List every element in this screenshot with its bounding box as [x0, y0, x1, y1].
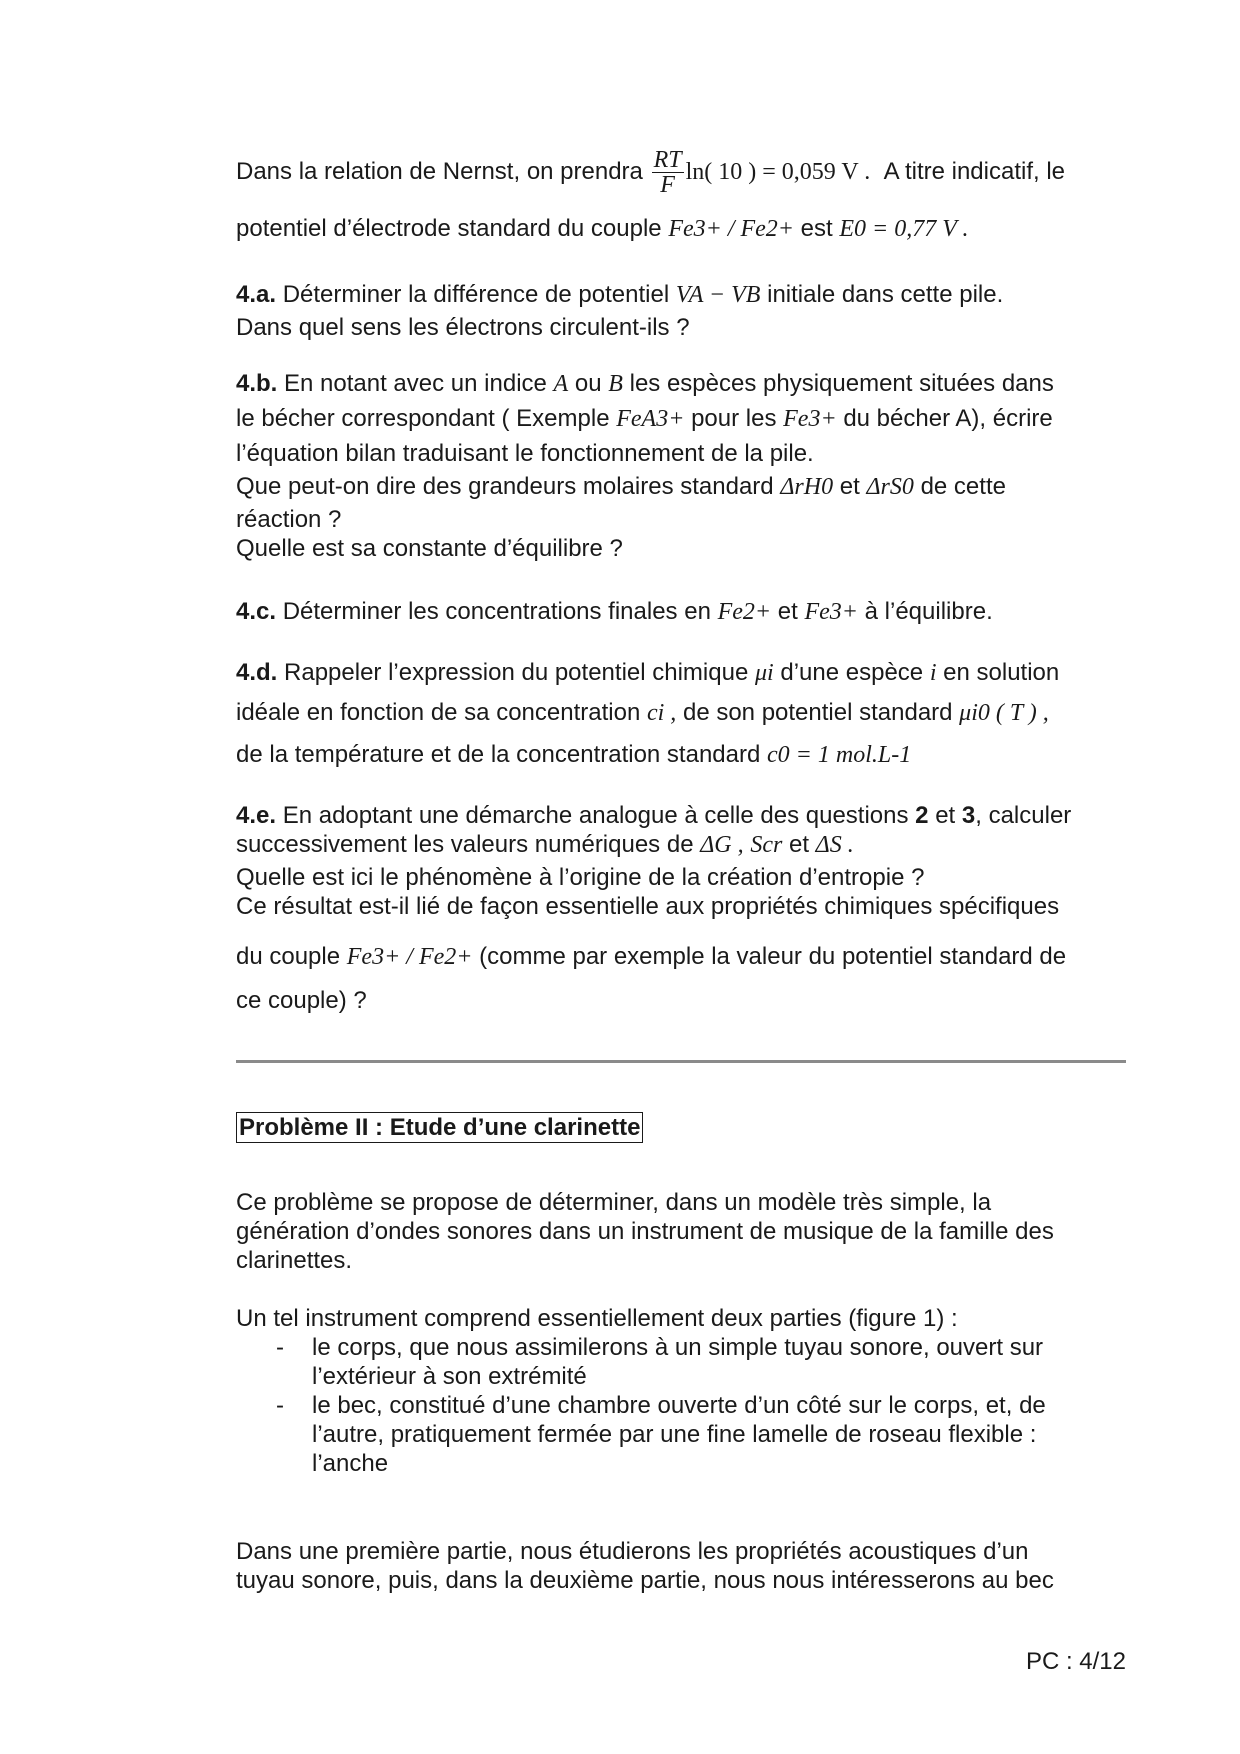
fe3-ion: Fe3+	[783, 406, 837, 432]
q4c-et: et	[777, 598, 798, 625]
q4d-line2-b: de son potentiel standard	[682, 699, 953, 726]
bullet2-line1: le bec, constitué d’une chambre ouverte d’un côté sur le corps, et, de	[312, 1392, 1046, 1419]
q4e-line-3: Quelle est ici le phénomène à l’origine de la création d’entropie ?	[236, 864, 925, 891]
delta-r-h0: ΔrH0	[780, 474, 834, 500]
p2-para3-line2: tuyau sonore, puis, dans la deuxième partie, nous nous intéresserons au bec	[236, 1567, 1054, 1594]
fe2-ion: Fe2+	[717, 599, 772, 625]
q4c-text1: Déterminer les concentrations finales en	[282, 598, 711, 625]
q4e-line2-a: successivement les valeurs numériques de	[236, 831, 694, 858]
index-b: B	[608, 371, 623, 397]
nernst-est: est	[800, 215, 833, 242]
q4e-line5-a: du couple	[236, 943, 341, 970]
bullet-dash: -	[276, 1392, 284, 1419]
q4a-line-1	[236, 280, 1003, 310]
section-separator	[236, 1060, 1126, 1063]
q4d-line1-a: Rappeler l’expression du potentiel chimique	[284, 659, 749, 686]
fraction-denominator: F	[660, 172, 675, 198]
q4b-line4-a: Que peut-on dire des grandeurs molaires standard	[236, 473, 774, 500]
q4e-line1-a: En adoptant une démarche analogue à celle des questions	[282, 802, 909, 829]
q4b-line-6: Quelle est sa constante d’équilibre ?	[236, 535, 623, 562]
nernst-line2-text: potentiel d’électrode standard du couple	[236, 215, 662, 242]
q4d-line-1	[236, 658, 1059, 688]
q4b-line-2	[236, 404, 1053, 434]
q4c-line-1	[236, 597, 993, 627]
bullet2-line2: l’autre, pratiquement fermée par une fine lamelle de roseau flexible :	[312, 1421, 1037, 1448]
problem-ii-title: Problème II : Etude d’une clarinette	[236, 1112, 643, 1143]
nernst-line-1	[236, 148, 1065, 197]
species-i: i	[929, 660, 937, 686]
delta-s: ΔS .	[815, 832, 854, 858]
example-fe-a: FeA3+	[616, 406, 685, 432]
q4d-line-2	[236, 698, 1049, 728]
bullet2-line3: l’anche	[312, 1450, 389, 1477]
fe3-ion: Fe3+	[804, 599, 858, 625]
q4e-line1-b: , calculer	[975, 802, 1072, 829]
q4b-line-5: réaction ?	[236, 506, 342, 533]
bullet1-line1: le corps, que nous assimilerons à un simple tuyau sonore, ouvert sur	[312, 1334, 1044, 1361]
q4a-text1: Déterminer la différence de potentiel	[282, 281, 670, 308]
q4b-line2-a: le bécher correspondant ( Exemple	[236, 405, 610, 432]
bullet1-line2: l’extérieur à son extrémité	[312, 1363, 587, 1390]
question-ref-2: 2	[915, 802, 929, 829]
p2-para2-intro: Un tel instrument comprend essentiellement deux parties (figure 1) :	[236, 1305, 958, 1332]
q4c-label: 4.c.	[236, 598, 277, 625]
s-cr: Scr	[750, 832, 783, 858]
couple-fe3-fe2: Fe3+ / Fe2+	[668, 216, 794, 242]
concentration-ci: ci ,	[646, 700, 677, 726]
q4b-text2: les espèces physiquement situées dans	[629, 370, 1054, 397]
q4d-line-3	[236, 740, 911, 770]
q4e-et2: et	[788, 831, 809, 858]
p2-para1-line3: clarinettes.	[236, 1247, 353, 1274]
q4a-text2: initiale dans cette pile.	[767, 281, 1004, 308]
p2-para3-line1: Dans une première partie, nous étudierons les propriétés acoustiques d’un	[236, 1538, 1029, 1565]
q4d-line3-a: de la température et de la concentration standard	[236, 741, 761, 768]
fraction-numerator: RT	[653, 147, 682, 173]
p2-para1-line1: Ce problème se propose de déterminer, dans un modèle très simple, la	[236, 1189, 992, 1216]
nernst-line-2	[236, 214, 968, 244]
nernst-indicatif: A titre indicatif, le	[883, 157, 1066, 185]
q4c-text2: à l’équilibre.	[864, 598, 993, 625]
delta-r-s0: ΔrS0	[866, 474, 914, 500]
standard-potential-mu0: μi0 ( T ) ,	[959, 700, 1049, 726]
delta-g: ΔG ,	[700, 832, 744, 858]
q4b-line-1	[236, 369, 1054, 399]
q4b-line2-b: pour les	[691, 405, 777, 432]
p2-para1-line2: génération d’ondes sonores dans un instrument de musique de la famille des	[236, 1218, 1054, 1245]
q4d-line1-b: d’une espèce	[780, 659, 924, 686]
q4b-ou: ou	[574, 370, 602, 397]
document-page	[236, 0, 1126, 1754]
q4b-line4-b: de cette	[920, 473, 1006, 500]
q4e-line-1	[236, 801, 1071, 830]
q4e-line5-b: (comme par exemple la valeur du potentiel standard de	[479, 943, 1067, 970]
q4b-line-3: l’équation bilan traduisant le fonctionnement de la pile.	[236, 440, 814, 467]
q4a-label: 4.a.	[236, 281, 277, 308]
q4b-label: 4.b.	[236, 370, 278, 397]
chemical-potential-mu: μi	[754, 660, 774, 686]
q4b-line-4	[236, 472, 1006, 502]
q4e-label: 4.e.	[236, 802, 277, 829]
nernst-intro: Dans la relation de Nernst, on prendra	[236, 157, 643, 185]
index-a: A	[553, 371, 569, 397]
standard-potential-e0: E0 = 0,77 V .	[839, 216, 969, 242]
q4d-line2-a: idéale en fonction de sa concentration	[236, 699, 641, 726]
ln-expression: ln( 10 ) = 0,059 V .	[685, 158, 871, 185]
q4d-line1-c: en solution	[943, 659, 1060, 686]
q4a-line-2: Dans quel sens les électrons circulent-ils ?	[236, 314, 690, 341]
q4b-et: et	[839, 473, 860, 500]
question-ref-3: 3	[961, 802, 976, 829]
q4b-line2-c: du bécher A), écrire	[843, 405, 1053, 432]
bullet-dash: -	[276, 1334, 284, 1361]
rt-over-f-fraction	[652, 148, 684, 197]
q4d-label: 4.d.	[236, 659, 278, 686]
standard-concentration-c0: c0 = 1 mol.L-1	[767, 742, 912, 768]
q4b-text1: En notant avec un indice	[284, 370, 547, 397]
q4e-line-4: Ce résultat est-il lié de façon essentielle aux propriétés chimiques spécifiques	[236, 893, 1060, 920]
q4e-line-2	[236, 830, 854, 860]
couple-fe3-fe2: Fe3+ / Fe2+	[346, 944, 473, 970]
page-number: PC : 4/12	[1025, 1648, 1126, 1675]
q4e-et: et	[935, 802, 956, 829]
va-minus-vb: VA − VB	[675, 282, 761, 308]
q4e-line-6: ce couple) ?	[236, 987, 367, 1014]
q4e-line-5	[236, 942, 1066, 972]
